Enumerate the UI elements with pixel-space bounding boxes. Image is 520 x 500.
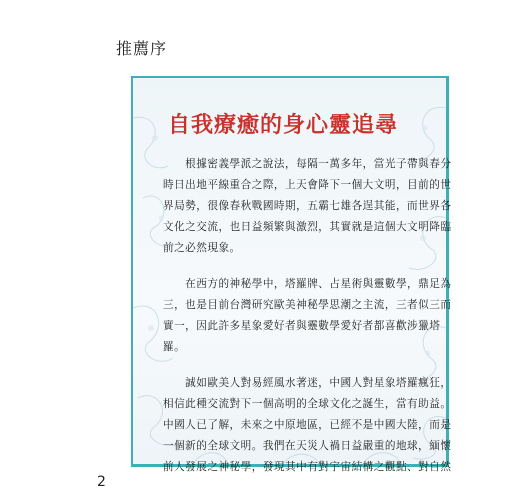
text-line: 羅。	[163, 341, 186, 353]
page-number: 2	[97, 474, 106, 490]
text-line: 時日出地平線重合之際，上天會降下一個大文明，目前的世	[163, 179, 452, 191]
text-line: 實一，因此許多星象愛好者與靈數學愛好者都喜歡涉獵塔	[163, 320, 441, 332]
text-line: 界局勢，很像春秋戰國時期，五霸七雄各逞其能，而世界各	[163, 200, 452, 212]
text-line: 中國人已了解，未來之中原地區，已經不是中國大陸，而是	[163, 419, 452, 431]
text-line: 在西方的神秘學中，塔羅牌、占星術與靈數學，鼎足為	[163, 278, 452, 290]
paragraph	[163, 274, 452, 358]
text-line: 相信此種交流對下一個高明的全球文化之誕生，當有助益。	[163, 398, 452, 410]
text-line: 誠如歐美人對易經風水著迷，中國人對星象塔羅瘋狂，	[163, 377, 452, 389]
article-title: 自我療癒的身心靈追尋	[168, 113, 399, 138]
text-line: 前之必然現象。	[163, 242, 241, 254]
text-line: 文化之交流，也日益頻繁與激烈，其實就是這個大文明降臨	[163, 221, 452, 233]
text-line: 一個新的全球文明。我們在天災人禍日益嚴重的地球，緬懷	[163, 440, 452, 452]
section-label: 推薦序	[116, 39, 168, 58]
paragraph	[163, 154, 452, 259]
paragraph	[163, 373, 452, 478]
text-line: 前人發展之神秘學，發現其中有對宇宙結構之觀點、對自然	[163, 461, 452, 473]
text-line: 根據密義學派之說法，每隔一萬多年，當光子帶與春分	[163, 158, 452, 170]
text-line: 三，也是目前台灣研究歐美神秘學思潮之主流，三者似三而	[163, 299, 452, 311]
article-body	[163, 154, 452, 493]
